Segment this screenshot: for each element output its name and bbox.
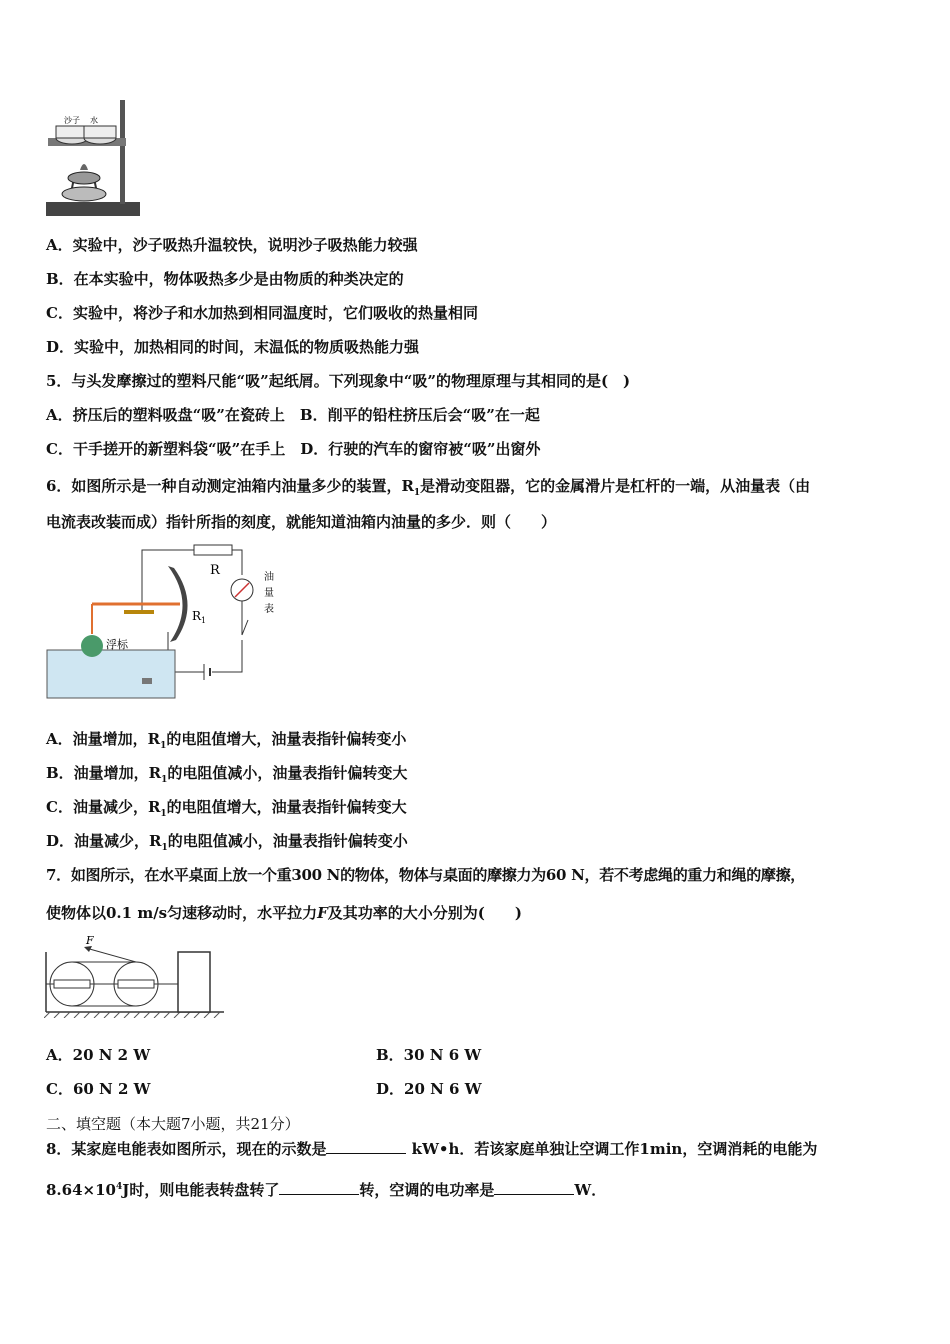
q7-stem-line1: 7．如图所示，在水平桌面上放一个重300 N的物体，物体与桌面的摩擦力为60 N，若不考虑绳的重力和绳的摩擦，	[46, 866, 805, 884]
q6-stem-line1: 6．如图所示是一种自动测定油箱内油量多少的装置，$R_1$是滑动变阻器，它的金属滑片是杠杆的一端，从油量表（由	[46, 477, 811, 498]
q4-option-d: D．实验中，加热相同的时间，末温低的物质吸热能力强	[46, 338, 420, 356]
q5-stem: 5．与头发摩擦过的塑料尺能“吸”起纸屑。下列现象中“吸”的物理原理与其相同的是( )	[46, 372, 631, 390]
q8-blank-reading[interactable]	[326, 1139, 406, 1154]
meter-label-3: 表	[264, 604, 274, 615]
q8-line1: 8．某家庭电能表如图所示，现在的示数是 kW•h．若该家庭单独让空调工作1min，空调消耗的电能为	[46, 1140, 818, 1158]
water-label: 水	[90, 116, 98, 125]
q6-option-b: B．油量增加，$R_1$的电阻值减小，油量表指针偏转变大	[46, 764, 408, 785]
resistor-r-label: R	[210, 563, 220, 578]
q7-option-a: A．20 N 2 W	[46, 1046, 151, 1064]
float-label: 浮标	[106, 638, 128, 651]
force-f-label: F	[86, 934, 94, 947]
section-2-title: 二、填空题（本大题7小题，共21分）	[46, 1115, 300, 1133]
q6-option-a: A．油量增加，$R_1$的电阻值增大，油量表指针偏转变小	[46, 730, 407, 751]
pulley-system-figure	[44, 932, 226, 1018]
q6-option-c: C．油量减少，$R_1$的电阻值增大，油量表指针偏转变大	[46, 798, 407, 819]
q4-option-a: A．实验中，沙子吸热升温较快，说明沙子吸热能力较强	[46, 236, 418, 254]
q5-options-ab: A．挤压后的塑料吸盘“吸”在瓷砖上 B．削平的铅柱挤压后会“吸”在一起	[46, 406, 540, 424]
q7-option-d: D．20 N 6 W	[376, 1080, 482, 1098]
meter-label-1: 油	[264, 572, 274, 583]
q4-option-c: C．实验中，将沙子和水加热到相同温度时，它们吸收的热量相同	[46, 304, 478, 322]
q6-option-d: D．油量减少，$R_1$的电阻值减小，油量表指针偏转变小	[46, 832, 408, 853]
sand-water-apparatus-figure	[44, 98, 144, 220]
q5-options-cd: C．干手搓开的新塑料袋“吸”在手上 D．行驶的汽车的窗帘被“吸”出窗外	[46, 440, 541, 458]
q6-stem-line2: 电流表改装而成）指针所指的刻度，就能知道油箱内油量的多少．则（ ）	[46, 513, 557, 531]
resistor-r1-label: $R_1$	[192, 609, 207, 625]
sand-label: 沙子	[64, 116, 80, 125]
q8-blank-power[interactable]	[494, 1180, 574, 1195]
q7-stem-line2: 使物体以0.1 m/s匀速移动时，水平拉力F及其功率的大小分别为( )	[46, 904, 522, 922]
q8-line2: $8.64\times 10^4J$时，则电能表转盘转了 转，空调的电功率是 W．	[46, 1181, 607, 1199]
q7-option-b: B．30 N 6 W	[376, 1046, 482, 1064]
q8-blank-revolutions[interactable]	[279, 1180, 359, 1195]
meter-label-2: 量	[264, 588, 274, 599]
oil-gauge-circuit-figure	[44, 540, 284, 705]
q4-option-b: B．在本实验中，物体吸热多少是由物质的种类决定的	[46, 270, 404, 288]
q7-option-c: C．60 N 2 W	[46, 1080, 151, 1098]
